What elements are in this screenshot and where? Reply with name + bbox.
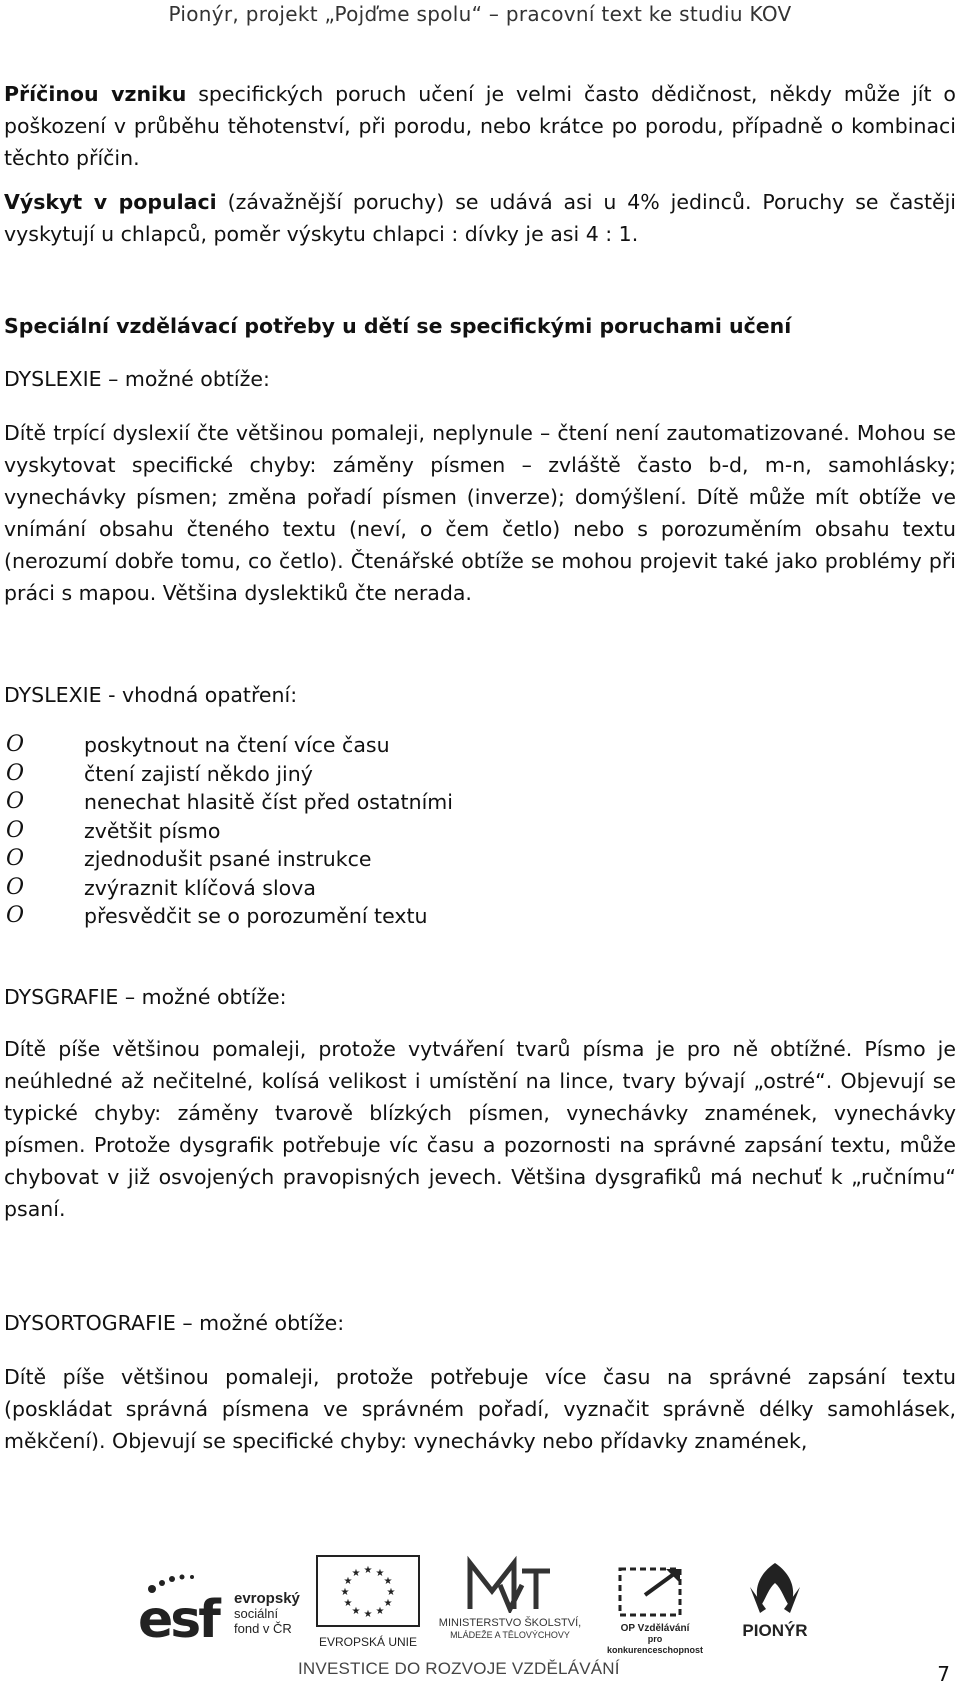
svg-text:★: ★: [363, 1609, 373, 1620]
msmt-text: MINISTERSTVO ŠKOLSTVÍ, MLÁDEŽE A TĚLOVÝCHOVY: [438, 1617, 582, 1640]
intro-cause-text: specifických poruch učení je velmi často dědičnost, někdy může jít o poškození v průběhu těhotenství, při porodu, nebo krátce po porodu, případně o kombinaci těchto příčin.: [4, 82, 956, 170]
dysgrafie-text: Dítě píše většinou pomaleji, protože vytváření tvarů písma je pro ně obtížné. Písmo je neúhledné až nečitelné, kolísá velikost i umístění na lince, tvary bývají „ostré“. Objevují se typické chyby: záměny tvarově blízkých písmen, vynechávky znamének, vynechávky písmen. Protože dysgrafik potřebuje víc času a pozornosti na správné zapsání textu, může chybovat v již osvojených pravopisných jevech. Většina dysgrafiků má nechuť k „ručnímu“ psaní.: [4, 1036, 956, 1221]
svg-text:★: ★: [383, 1598, 393, 1609]
circle-marker-icon: O: [6, 874, 25, 900]
dyslexie-opatreni-list: [4, 731, 956, 931]
op-text: OP Vzdělávání pro konkurenceschopnost: [606, 1623, 704, 1655]
svg-text:★: ★: [375, 1568, 385, 1579]
op-vk-logo: [600, 1565, 710, 1655]
svg-text:★: ★: [351, 1606, 361, 1617]
svg-text:★: ★: [343, 1598, 353, 1609]
eu-flag-logo: ★ ★ ★ ★ ★ ★ ★ ★ ★ ★ ★ ★ EVROPSKÁ UNIE: [316, 1555, 420, 1645]
svg-text:★: ★: [386, 1587, 396, 1598]
svg-text:★: ★: [351, 1568, 361, 1579]
document-body: [4, 78, 956, 1457]
intro-cause-paragraph: [4, 78, 956, 174]
dyslexie-obtize-text: Dítě trpící dyslexií čte většinou pomaleji, neplynule – čtení není zautomatizované. Mohou se vyskytovat specifické chyby: záměny písmen – zvláště často b-d, m-n, samohlásky; vynechávky písmen; změna pořadí písmen (inverze); domýšlení. Dítě může mít obtíže ve vnímání obsahu čteného textu (neví, o čem četlo) nebo s porozuměním obsahu textu (nerozumí dobře tomu, co četlo). Čtenářské obtíže se mohou projevit také jako problémy při práci s mapou. Většina dyslektiků čte nerada.: [4, 421, 956, 605]
op-arrow-icon: [600, 1565, 710, 1619]
svg-text:esf: esf: [138, 1590, 218, 1645]
svg-text:★: ★: [375, 1606, 385, 1617]
circle-marker-icon: O: [6, 817, 25, 843]
circle-marker-icon: O: [6, 789, 25, 814]
dysgrafie-heading: DYSGRAFIE – možné obtíže:: [4, 984, 287, 1009]
esf-text-block: evropský sociální fond v ČR: [234, 1590, 300, 1636]
pionyr-logo: PIONÝR: [730, 1559, 820, 1647]
list-item: O zvětšit písmo: [4, 817, 956, 846]
list-item: O přesvědčit se o porozumění textu: [4, 902, 956, 931]
list-item: O poskytnout na čtení více času: [4, 731, 956, 760]
dysortografie-heading: DYSORTOGRAFIE – možné obtíže:: [4, 1310, 345, 1335]
eu-stars-icon: [316, 1555, 420, 1627]
list-item: O zvýraznit klíčová slova: [4, 874, 956, 903]
intro-occurrence-text: (závažnější poruchy) se udává asi u 4% jedinců. Poruchy se častěji vyskytují u chlapců, poměr výskytu chlapci : dívky je asi 4 : 1.: [4, 190, 956, 246]
list-item: O zjednodušit psané instrukce: [4, 845, 956, 874]
intro-cause-bold: Příčinou vzniku: [4, 82, 187, 106]
svg-text:★: ★: [343, 1576, 353, 1587]
list-item: O čtení zajistí někdo jiný: [4, 760, 956, 789]
msmt-logo: [430, 1555, 590, 1647]
footer-logo-strip: [130, 1555, 830, 1678]
circle-marker-icon: O: [6, 760, 25, 786]
intro-occurrence-paragraph: [4, 186, 956, 250]
circle-marker-icon: O: [6, 846, 25, 871]
dysortografie-text: Dítě píše většinou pomaleji, protože potřebuje více času na správné zapsání textu (poskládat správná písmena ve správném pořadí, vyznačit správně délky samohlásek, měkčení). Objevují se specifické chyby: vynechávky nebo přídavky znamének,: [4, 1364, 956, 1453]
svg-text:★: ★: [340, 1587, 350, 1598]
pionyr-flame-icon: [730, 1559, 820, 1617]
circle-marker-icon: O: [6, 732, 25, 757]
svg-text:★: ★: [363, 1565, 373, 1576]
intro-occurrence-bold: Výskyt v populaci: [4, 190, 217, 214]
esf-logo: [138, 1565, 300, 1645]
svg-text:★: ★: [383, 1576, 393, 1587]
dyslexie-obtize-heading: DYSLEXIE – možné obtíže:: [4, 367, 270, 391]
circle-marker-icon: O: [6, 903, 25, 928]
page-number: 7: [937, 1662, 950, 1686]
section-title: Speciální vzdělávací potřeby u dětí se specifickými poruchami učení: [4, 314, 792, 338]
dyslexie-opatreni-heading: DYSLEXIE - vhodná opatření:: [4, 683, 298, 707]
list-item: O nenechat hlasitě číst před ostatními: [4, 788, 956, 817]
msmt-mark-icon: [430, 1555, 590, 1613]
investice-slogan: INVESTICE DO ROZVOJE VZDĚLÁVÁNÍ: [298, 1659, 620, 1678]
page-header: Pionýr, projekt „Pojďme spolu“ – pracovní text ke studiu KOV: [168, 2, 792, 26]
